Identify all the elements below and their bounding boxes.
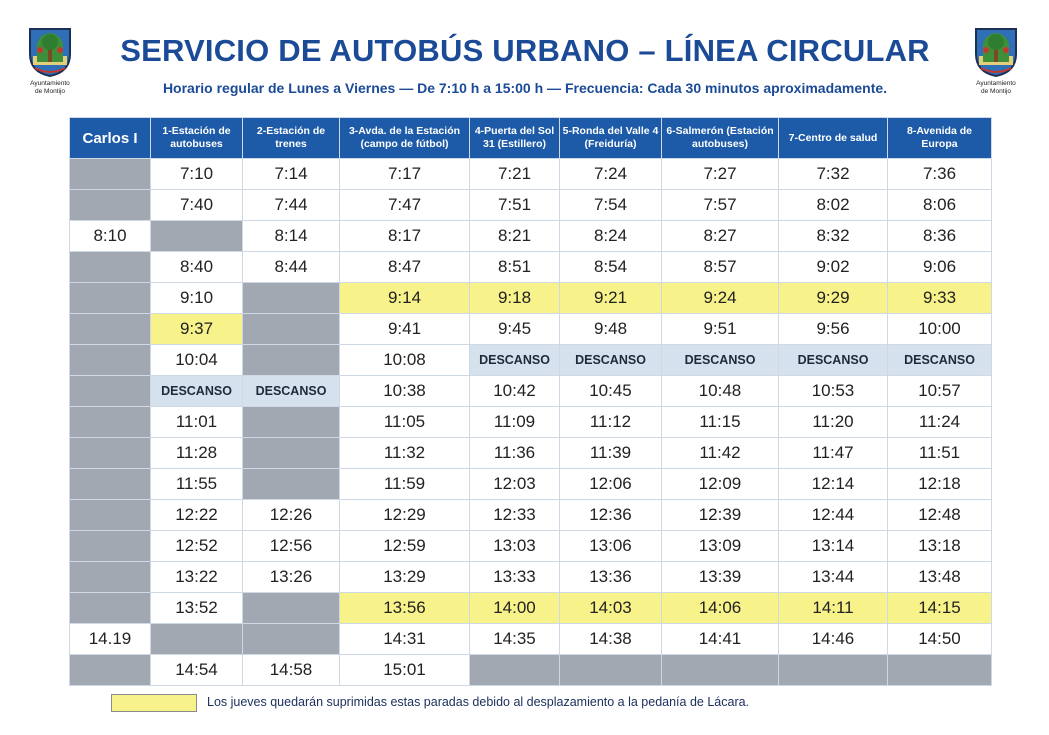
time-cell: 11:09 xyxy=(470,407,559,437)
time-cell: 8:54 xyxy=(560,252,661,282)
time-cell: 12:44 xyxy=(779,500,887,530)
empty-cell xyxy=(151,624,242,654)
time-cell: 13:44 xyxy=(779,562,887,592)
empty-cell xyxy=(70,562,150,592)
time-cell: 11:15 xyxy=(662,407,778,437)
time-cell: 9:10 xyxy=(151,283,242,313)
time-cell: 12:09 xyxy=(662,469,778,499)
time-cell: 11:01 xyxy=(151,407,242,437)
thursday-suppressed-cell: 9:37 xyxy=(151,314,242,344)
column-header: Carlos I xyxy=(70,118,150,158)
legend-text: Los jueves quedarán suprimidas estas paradas debido al desplazamiento a la pedanía de Lácara. xyxy=(207,695,750,709)
empty-cell xyxy=(888,655,991,685)
time-cell: 14:35 xyxy=(470,624,559,654)
time-cell: 12:39 xyxy=(662,500,778,530)
time-cell: 10:38 xyxy=(340,376,469,406)
time-cell: 11:20 xyxy=(779,407,887,437)
time-cell: 7:36 xyxy=(888,159,991,189)
thursday-suppressed-cell: 9:24 xyxy=(662,283,778,313)
rest-cell: DESCANSO xyxy=(779,345,887,375)
column-header: 6-Salmerón (Estación autobuses) xyxy=(662,118,778,158)
coat-of-arms-right xyxy=(964,26,1028,95)
empty-cell xyxy=(70,283,150,313)
time-cell: 13:14 xyxy=(779,531,887,561)
thursday-suppressed-cell: 14:06 xyxy=(662,593,778,623)
time-cell: 12:56 xyxy=(243,531,339,561)
time-cell: 13:03 xyxy=(470,531,559,561)
empty-cell xyxy=(70,438,150,468)
time-cell: 9:56 xyxy=(779,314,887,344)
time-cell: 14:31 xyxy=(340,624,469,654)
time-cell: 9:06 xyxy=(888,252,991,282)
time-cell: 8:06 xyxy=(888,190,991,220)
time-cell: 7:27 xyxy=(662,159,778,189)
time-cell: 8:47 xyxy=(340,252,469,282)
empty-cell xyxy=(70,407,150,437)
time-cell: 13:29 xyxy=(340,562,469,592)
column-header: 7-Centro de salud xyxy=(779,118,887,158)
time-cell: 12:59 xyxy=(340,531,469,561)
time-cell: 12:03 xyxy=(470,469,559,499)
time-cell: 10:45 xyxy=(560,376,661,406)
rest-cell: DESCANSO xyxy=(470,345,559,375)
time-cell: 7:44 xyxy=(243,190,339,220)
time-cell: 12:06 xyxy=(560,469,661,499)
time-cell: 14:46 xyxy=(779,624,887,654)
empty-cell xyxy=(70,314,150,344)
time-cell: 8:02 xyxy=(779,190,887,220)
coat-of-arms-icon xyxy=(27,26,73,78)
empty-cell xyxy=(779,655,887,685)
time-cell: 12:14 xyxy=(779,469,887,499)
time-cell: 13:52 xyxy=(151,593,242,623)
thursday-suppressed-cell: 14:15 xyxy=(888,593,991,623)
time-cell: 13:06 xyxy=(560,531,661,561)
empty-cell xyxy=(70,469,150,499)
time-cell: 7:32 xyxy=(779,159,887,189)
time-cell: 7:40 xyxy=(151,190,242,220)
time-cell: 14:50 xyxy=(888,624,991,654)
empty-cell xyxy=(243,624,339,654)
time-cell: 11:39 xyxy=(560,438,661,468)
time-cell: 7:14 xyxy=(243,159,339,189)
thursday-suppressed-cell: 9:21 xyxy=(560,283,661,313)
time-cell: 8:24 xyxy=(560,221,661,251)
time-cell: 11:36 xyxy=(470,438,559,468)
time-cell: 10:08 xyxy=(340,345,469,375)
empty-cell xyxy=(243,469,339,499)
page-subtitle: Horario regular de Lunes a Viernes — De 7:10 h a 15:00 h — Frecuencia: Cada 30 minutos aproximadamente. xyxy=(162,80,888,96)
time-cell: 8:21 xyxy=(470,221,559,251)
time-cell: 10:53 xyxy=(779,376,887,406)
thursday-suppressed-cell: 9:29 xyxy=(779,283,887,313)
empty-cell xyxy=(243,593,339,623)
column-header: 3-Avda. de la Estación (campo de fútbol) xyxy=(340,118,469,158)
column-header: 2-Estación de trenes xyxy=(243,118,339,158)
time-cell: 11:24 xyxy=(888,407,991,437)
time-cell: 12:26 xyxy=(243,500,339,530)
empty-cell xyxy=(70,655,150,685)
empty-cell xyxy=(70,593,150,623)
empty-cell xyxy=(70,159,150,189)
thursday-suppressed-cell: 13:56 xyxy=(340,593,469,623)
time-cell: 11:51 xyxy=(888,438,991,468)
column-header: 5-Ronda del Valle 4 (Freiduría) xyxy=(560,118,661,158)
time-cell: 10:48 xyxy=(662,376,778,406)
empty-cell xyxy=(70,531,150,561)
time-cell: 13:18 xyxy=(888,531,991,561)
time-cell: 14.19 xyxy=(70,624,150,654)
empty-cell xyxy=(243,345,339,375)
thursday-suppressed-cell: 9:14 xyxy=(340,283,469,313)
time-cell: 12:48 xyxy=(888,500,991,530)
empty-cell xyxy=(243,407,339,437)
time-cell: 8:27 xyxy=(662,221,778,251)
time-cell: 7:57 xyxy=(662,190,778,220)
time-cell: 13:09 xyxy=(662,531,778,561)
time-cell: 8:57 xyxy=(662,252,778,282)
time-cell: 7:54 xyxy=(560,190,661,220)
empty-cell xyxy=(243,314,339,344)
time-cell: 13:39 xyxy=(662,562,778,592)
time-cell: 14:58 xyxy=(243,655,339,685)
time-cell: 12:18 xyxy=(888,469,991,499)
time-cell: 9:41 xyxy=(340,314,469,344)
bus-timetable xyxy=(69,117,992,686)
time-cell: 8:40 xyxy=(151,252,242,282)
time-cell: 13:33 xyxy=(470,562,559,592)
column-header: 4-Puerta del Sol 31 (Estillero) xyxy=(470,118,559,158)
empty-cell xyxy=(70,345,150,375)
thursday-suppressed-cell: 9:18 xyxy=(470,283,559,313)
time-cell: 7:17 xyxy=(340,159,469,189)
time-cell: 13:26 xyxy=(243,562,339,592)
time-cell: 8:51 xyxy=(470,252,559,282)
rest-cell: DESCANSO xyxy=(662,345,778,375)
time-cell: 15:01 xyxy=(340,655,469,685)
empty-cell xyxy=(662,655,778,685)
time-cell: 11:28 xyxy=(151,438,242,468)
time-cell: 9:48 xyxy=(560,314,661,344)
time-cell: 14:54 xyxy=(151,655,242,685)
column-header: 8-Avenida de Europa xyxy=(888,118,991,158)
time-cell: 13:22 xyxy=(151,562,242,592)
coat-of-arms-left xyxy=(18,26,82,95)
empty-cell xyxy=(243,438,339,468)
thursday-suppressed-cell: 14:00 xyxy=(470,593,559,623)
time-cell: 12:52 xyxy=(151,531,242,561)
rest-cell: DESCANSO xyxy=(560,345,661,375)
time-cell: 10:42 xyxy=(470,376,559,406)
time-cell: 12:29 xyxy=(340,500,469,530)
time-cell: 8:32 xyxy=(779,221,887,251)
empty-cell xyxy=(560,655,661,685)
time-cell: 11:55 xyxy=(151,469,242,499)
rest-cell: DESCANSO xyxy=(888,345,991,375)
time-cell: 10:57 xyxy=(888,376,991,406)
time-cell: 11:12 xyxy=(560,407,661,437)
time-cell: 7:21 xyxy=(470,159,559,189)
empty-cell xyxy=(70,190,150,220)
time-cell: 14:41 xyxy=(662,624,778,654)
time-cell: 9:45 xyxy=(470,314,559,344)
empty-cell xyxy=(70,252,150,282)
time-cell: 7:10 xyxy=(151,159,242,189)
time-cell: 10:04 xyxy=(151,345,242,375)
time-cell: 12:36 xyxy=(560,500,661,530)
empty-cell xyxy=(151,221,242,251)
rest-cell: DESCANSO xyxy=(243,376,339,406)
time-cell: 8:36 xyxy=(888,221,991,251)
time-cell: 11:42 xyxy=(662,438,778,468)
time-cell: 8:17 xyxy=(340,221,469,251)
time-cell: 10:00 xyxy=(888,314,991,344)
logo-caption: Ayuntamiento de Montijo xyxy=(976,80,1016,95)
time-cell: 7:24 xyxy=(560,159,661,189)
time-cell: 13:48 xyxy=(888,562,991,592)
time-cell: 11:05 xyxy=(340,407,469,437)
empty-cell xyxy=(243,283,339,313)
column-header: 1-Estación de autobuses xyxy=(151,118,242,158)
coat-of-arms-icon xyxy=(973,26,1019,78)
time-cell: 11:59 xyxy=(340,469,469,499)
empty-cell xyxy=(470,655,559,685)
time-cell: 12:22 xyxy=(151,500,242,530)
empty-cell xyxy=(70,376,150,406)
empty-cell xyxy=(70,500,150,530)
legend-yellow-swatch xyxy=(111,694,197,712)
thursday-suppressed-cell: 14:03 xyxy=(560,593,661,623)
rest-cell: DESCANSO xyxy=(151,376,242,406)
time-cell: 11:32 xyxy=(340,438,469,468)
time-cell: 14:38 xyxy=(560,624,661,654)
thursday-suppressed-cell: 14:11 xyxy=(779,593,887,623)
time-cell: 8:14 xyxy=(243,221,339,251)
time-cell: 7:47 xyxy=(340,190,469,220)
time-cell: 11:47 xyxy=(779,438,887,468)
thursday-suppressed-cell: 9:33 xyxy=(888,283,991,313)
time-cell: 12:33 xyxy=(470,500,559,530)
time-cell: 8:44 xyxy=(243,252,339,282)
logo-caption: Ayuntamiento de Montijo xyxy=(30,80,70,95)
page-title: SERVICIO DE AUTOBÚS URBANO – LÍNEA CIRCULAR xyxy=(120,33,930,68)
time-cell: 9:02 xyxy=(779,252,887,282)
time-cell: 7:51 xyxy=(470,190,559,220)
time-cell: 8:10 xyxy=(70,221,150,251)
time-cell: 9:51 xyxy=(662,314,778,344)
time-cell: 13:36 xyxy=(560,562,661,592)
